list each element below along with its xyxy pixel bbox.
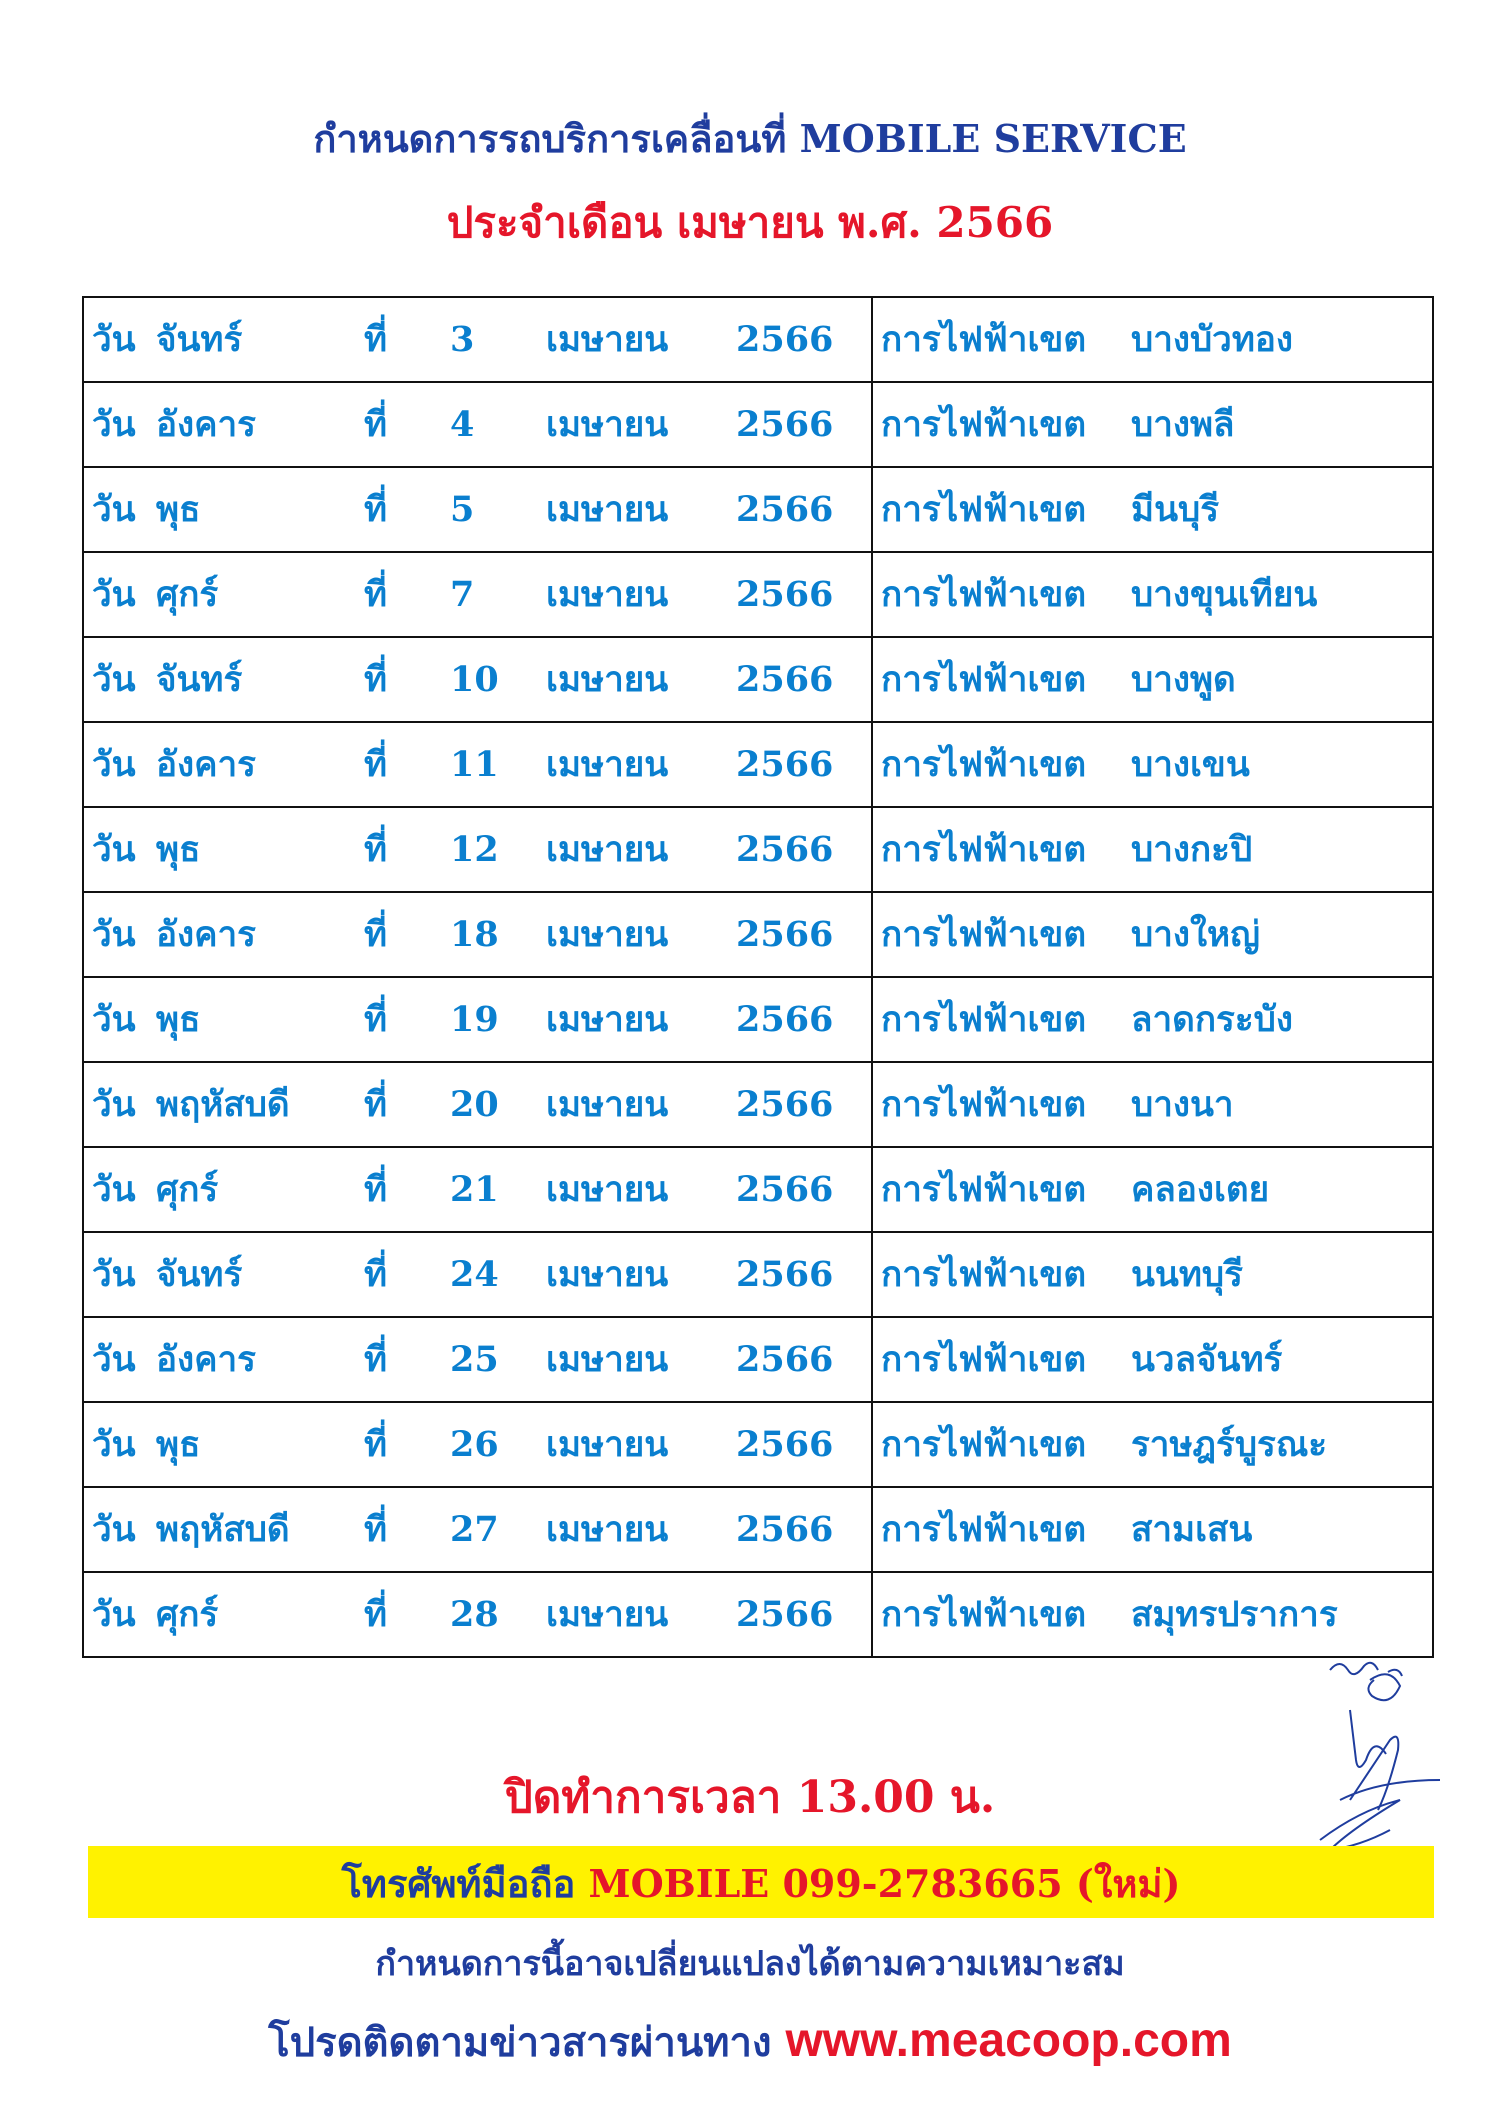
schedule-date-cell xyxy=(83,637,872,722)
date-number: 12 xyxy=(450,829,499,870)
month-name: เมษายน xyxy=(546,1509,669,1550)
date-prefix: ที่ xyxy=(364,999,388,1040)
date-number: 7 xyxy=(450,574,475,615)
date-number: 24 xyxy=(450,1254,499,1295)
office-label: การไฟฟ้าเขต xyxy=(881,659,1087,700)
website-link[interactable]: www.meacoop.com xyxy=(785,2014,1232,2067)
schedule-location-cell xyxy=(872,467,1433,552)
month-name: เมษายน xyxy=(546,914,669,955)
year: 2566 xyxy=(736,404,834,445)
year: 2566 xyxy=(736,489,834,530)
month-name: เมษายน xyxy=(546,1084,669,1125)
schedule-date-cell xyxy=(83,552,872,637)
schedule-location-cell xyxy=(872,1572,1433,1657)
office-label: การไฟฟ้าเขต xyxy=(881,914,1087,955)
date-prefix: ที่ xyxy=(364,574,388,615)
date-number: 21 xyxy=(450,1169,499,1210)
day-prefix: วัน xyxy=(92,659,136,700)
month-name: เมษายน xyxy=(546,404,669,445)
table-row xyxy=(83,1147,1433,1232)
office-label: การไฟฟ้าเขต xyxy=(881,404,1087,445)
table-row xyxy=(83,977,1433,1062)
table-row xyxy=(83,637,1433,722)
table-row xyxy=(83,382,1433,467)
branch-name: นนทบุรี xyxy=(1131,1254,1243,1295)
day-prefix: วัน xyxy=(92,914,136,955)
date-number: 18 xyxy=(450,914,499,955)
day-prefix: วัน xyxy=(92,404,136,445)
office-label: การไฟฟ้าเขต xyxy=(881,1084,1087,1125)
phone-number: MOBILE 099-2783665 (ใหม่) xyxy=(588,1861,1181,1906)
date-prefix: ที่ xyxy=(364,1169,388,1210)
schedule-date-cell xyxy=(83,892,872,977)
schedule-location-cell xyxy=(872,382,1433,467)
schedule-date-cell xyxy=(83,467,872,552)
branch-name: บางขุนเทียน xyxy=(1131,574,1318,615)
day-prefix: วัน xyxy=(92,1509,136,1550)
branch-name: ราษฎร์บูรณะ xyxy=(1131,1424,1328,1465)
day-prefix: วัน xyxy=(92,1084,136,1125)
signature-icon xyxy=(1310,1650,1460,1870)
branch-name: มีนบุรี xyxy=(1131,489,1220,530)
date-prefix: ที่ xyxy=(364,1424,388,1465)
date-number: 27 xyxy=(450,1509,499,1550)
day-prefix: วัน xyxy=(92,1339,136,1380)
schedule-location-cell xyxy=(872,297,1433,382)
date-prefix: ที่ xyxy=(364,829,388,870)
day-prefix: วัน xyxy=(92,319,136,360)
month-name: เมษายน xyxy=(546,1424,669,1465)
phone-banner xyxy=(88,1846,1434,1918)
table-row xyxy=(83,1572,1433,1657)
table-row xyxy=(83,892,1433,977)
year: 2566 xyxy=(736,1254,834,1295)
schedule-location-cell xyxy=(872,637,1433,722)
weekday: อังคาร xyxy=(156,1339,256,1380)
weekday: พฤหัสบดี xyxy=(156,1084,290,1125)
day-prefix: วัน xyxy=(92,489,136,530)
office-label: การไฟฟ้าเขต xyxy=(881,1594,1087,1635)
office-label: การไฟฟ้าเขต xyxy=(881,1339,1087,1380)
branch-name: บางนา xyxy=(1131,1084,1234,1125)
date-prefix: ที่ xyxy=(364,319,388,360)
table-row xyxy=(83,1487,1433,1572)
schedule-location-cell xyxy=(872,1062,1433,1147)
table-row xyxy=(83,297,1433,382)
weekday: พฤหัสบดี xyxy=(156,1509,290,1550)
office-label: การไฟฟ้าเขต xyxy=(881,574,1087,615)
table-row xyxy=(83,1232,1433,1317)
page-title: กำหนดการรถบริการเคลื่อนที่ MOBILE SERVICE xyxy=(313,116,1187,161)
day-prefix: วัน xyxy=(92,1169,136,1210)
month-name: เมษายน xyxy=(546,659,669,700)
office-label: การไฟฟ้าเขต xyxy=(881,489,1087,530)
weekday: ศุกร์ xyxy=(156,1169,219,1210)
day-prefix: วัน xyxy=(92,744,136,785)
table-row xyxy=(83,807,1433,892)
month-name: เมษายน xyxy=(546,999,669,1040)
year: 2566 xyxy=(736,574,834,615)
schedule-location-cell xyxy=(872,892,1433,977)
weekday: พุธ xyxy=(156,489,201,530)
schedule-date-cell xyxy=(83,722,872,807)
month-name: เมษายน xyxy=(546,1594,669,1635)
day-prefix: วัน xyxy=(92,1254,136,1295)
office-label: การไฟฟ้าเขต xyxy=(881,319,1087,360)
weekday: จันทร์ xyxy=(156,1254,243,1295)
schedule-date-cell xyxy=(83,1487,872,1572)
table-row xyxy=(83,1402,1433,1487)
year: 2566 xyxy=(736,659,834,700)
date-number: 3 xyxy=(450,319,475,360)
branch-name: บางพูด xyxy=(1131,659,1236,700)
year: 2566 xyxy=(736,829,834,870)
day-prefix: วัน xyxy=(92,1424,136,1465)
date-prefix: ที่ xyxy=(364,744,388,785)
table-row xyxy=(83,722,1433,807)
schedule-date-cell xyxy=(83,807,872,892)
month-name: เมษายน xyxy=(546,744,669,785)
month-name: เมษายน xyxy=(546,1254,669,1295)
date-prefix: ที่ xyxy=(364,914,388,955)
branch-name: คลองเตย xyxy=(1131,1169,1270,1210)
date-prefix: ที่ xyxy=(364,404,388,445)
weekday: อังคาร xyxy=(156,744,256,785)
branch-name: สามเสน xyxy=(1131,1509,1253,1550)
weekday: อังคาร xyxy=(156,914,256,955)
date-prefix: ที่ xyxy=(364,1594,388,1635)
schedule-location-cell xyxy=(872,1317,1433,1402)
date-number: 4 xyxy=(450,404,475,445)
date-prefix: ที่ xyxy=(364,1509,388,1550)
office-label: การไฟฟ้าเขต xyxy=(881,1509,1087,1550)
month-name: เมษายน xyxy=(546,319,669,360)
day-prefix: วัน xyxy=(92,829,136,870)
date-prefix: ที่ xyxy=(364,489,388,530)
date-number: 10 xyxy=(450,659,499,700)
year: 2566 xyxy=(736,1339,834,1380)
schedule-date-cell xyxy=(83,297,872,382)
branch-name: บางบัวทอง xyxy=(1131,319,1294,360)
table-row xyxy=(83,1317,1433,1402)
schedule-table-body xyxy=(83,297,1433,1657)
phone-label: โทรศัพท์มือถือ xyxy=(341,1861,589,1906)
date-number: 26 xyxy=(450,1424,499,1465)
month-name: เมษายน xyxy=(546,829,669,870)
schedule-location-cell xyxy=(872,1402,1433,1487)
table-row xyxy=(83,1062,1433,1147)
table-row xyxy=(83,552,1433,637)
date-prefix: ที่ xyxy=(364,1084,388,1125)
branch-name: ลาดกระบัง xyxy=(1131,999,1293,1040)
schedule-date-cell xyxy=(83,977,872,1062)
year: 2566 xyxy=(736,319,834,360)
date-number: 20 xyxy=(450,1084,499,1125)
weekday: พุธ xyxy=(156,829,201,870)
weekday: ศุกร์ xyxy=(156,574,219,615)
month-name: เมษายน xyxy=(546,574,669,615)
schedule-date-cell xyxy=(83,1147,872,1232)
page-subtitle: ประจำเดือน เมษายน พ.ศ. 2566 xyxy=(446,198,1054,247)
office-label: การไฟฟ้าเขต xyxy=(881,999,1087,1040)
day-prefix: วัน xyxy=(92,574,136,615)
month-name: เมษายน xyxy=(546,1339,669,1380)
office-label: การไฟฟ้าเขต xyxy=(881,1169,1087,1210)
year: 2566 xyxy=(736,1424,834,1465)
table-row xyxy=(83,467,1433,552)
office-label: การไฟฟ้าเขต xyxy=(881,829,1087,870)
branch-name: บางพลี xyxy=(1131,404,1235,445)
year: 2566 xyxy=(736,1509,834,1550)
date-number: 11 xyxy=(450,744,499,785)
schedule-table xyxy=(82,296,1434,1658)
schedule-date-cell xyxy=(83,1232,872,1317)
closing-time: ปิดทำการเวลา 13.00 น. xyxy=(504,1772,996,1823)
branch-name: บางเขน xyxy=(1131,744,1250,785)
follow-line xyxy=(0,2010,1500,2074)
year: 2566 xyxy=(736,999,834,1040)
schedule-date-cell xyxy=(83,1062,872,1147)
schedule-date-cell xyxy=(83,1317,872,1402)
office-label: การไฟฟ้าเขต xyxy=(881,744,1087,785)
schedule-location-cell xyxy=(872,1147,1433,1232)
year: 2566 xyxy=(736,1594,834,1635)
date-prefix: ที่ xyxy=(364,1339,388,1380)
follow-text: โปรดติดตามข่าวสารผ่านทาง xyxy=(268,2019,786,2066)
branch-name: สมุทรปราการ xyxy=(1131,1594,1338,1635)
schedule-date-cell xyxy=(83,1402,872,1487)
year: 2566 xyxy=(736,1084,834,1125)
schedule-location-cell xyxy=(872,722,1433,807)
date-prefix: ที่ xyxy=(364,1254,388,1295)
branch-name: บางกะปิ xyxy=(1131,829,1253,870)
schedule-location-cell xyxy=(872,977,1433,1062)
date-number: 19 xyxy=(450,999,499,1040)
weekday: พุธ xyxy=(156,1424,201,1465)
weekday: พุธ xyxy=(156,999,201,1040)
year: 2566 xyxy=(736,914,834,955)
year: 2566 xyxy=(736,744,834,785)
date-number: 5 xyxy=(450,489,475,530)
year: 2566 xyxy=(736,1169,834,1210)
month-name: เมษายน xyxy=(546,1169,669,1210)
date-number: 25 xyxy=(450,1339,499,1380)
schedule-date-cell xyxy=(83,382,872,467)
weekday: จันทร์ xyxy=(156,319,243,360)
month-name: เมษายน xyxy=(546,489,669,530)
office-label: การไฟฟ้าเขต xyxy=(881,1254,1087,1295)
schedule-date-cell xyxy=(83,1572,872,1657)
schedule-location-cell xyxy=(872,807,1433,892)
schedule-location-cell xyxy=(872,1487,1433,1572)
weekday: ศุกร์ xyxy=(156,1594,219,1635)
branch-name: บางใหญ่ xyxy=(1131,914,1260,955)
date-prefix: ที่ xyxy=(364,659,388,700)
office-label: การไฟฟ้าเขต xyxy=(881,1424,1087,1465)
date-number: 28 xyxy=(450,1594,499,1635)
weekday: จันทร์ xyxy=(156,659,243,700)
schedule-location-cell xyxy=(872,1232,1433,1317)
weekday: อังคาร xyxy=(156,404,256,445)
schedule-location-cell xyxy=(872,552,1433,637)
schedule-notice: กำหนดการนี้อาจเปลี่ยนแปลงได้ตามความเหมาะสม xyxy=(375,1944,1125,1984)
branch-name: นวลจันทร์ xyxy=(1131,1339,1283,1380)
day-prefix: วัน xyxy=(92,999,136,1040)
day-prefix: วัน xyxy=(92,1594,136,1635)
